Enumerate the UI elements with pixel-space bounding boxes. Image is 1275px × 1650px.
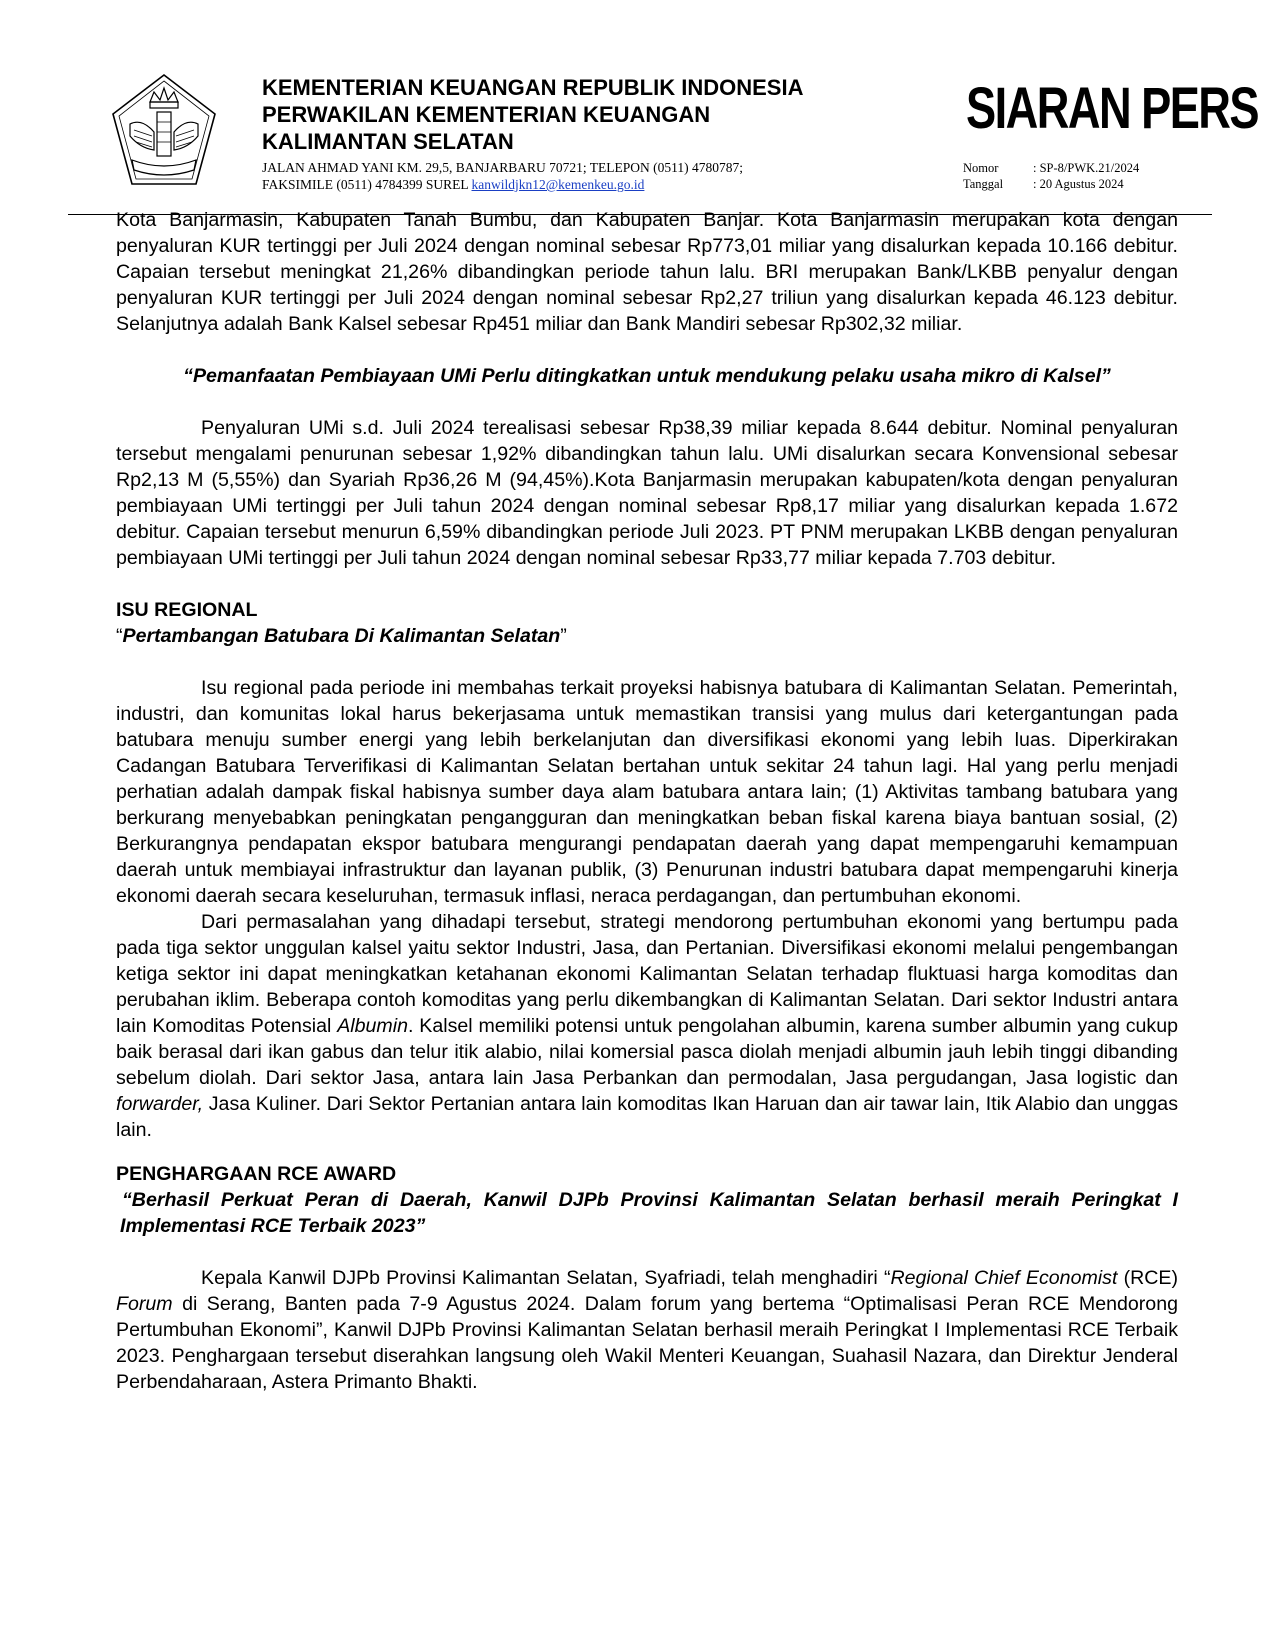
isu-regional-subtitle-text: Pertambangan Batubara Di Kalimantan Selatan xyxy=(122,625,561,647)
rce-paragraph-part-c: di Serang, Banten pada 7-9 Agustus 2024. Dalam forum yang bertema “Optimalisasi Peran RCE Mendorong Pertumbuhan Ekonomi”, Kanwil DJPb Provinsi Kalimantan Selatan berhasil meraih Peringkat I Implementasi RCE Terbaik 2023. Penghargaan tersebut diserahkan langsung oleh Wakil Menteri Keuangan, Suahasil Nazara, dan Direktur Jenderal Perbendaharaan, Astera Primanto Bhakti. xyxy=(116,1293,1178,1393)
ministry-logo xyxy=(110,72,218,192)
forum-term: Forum xyxy=(116,1293,173,1315)
rce-paragraph-part-a: Kepala Kanwil DJPb Provinsi Kalimantan Selatan, Syafriadi, telah menghadiri “ xyxy=(201,1267,891,1289)
isu-paragraph-2-part-a: Dari permasalahan yang dihadapi tersebut, strategi mendorong pertumbuhan ekonomi yang bertumpu pada pada tiga sektor unggulan kalsel yaitu sektor Industri, Jasa, dan Pertanian. Diversifikasi ekonomi melalui pengembangan ketiga sektor ini dapat meningkatkan ketahanan ekonomi Kalimantan Selatan terhadap fluktuasi harga komoditas dan perubahan iklim. Beberapa contoh komoditas yang perlu dikembangkan di Kalimantan Selatan. Dari sektor Industri antara lain Komoditas Potensial xyxy=(116,911,1178,1037)
tanggal-value: : 20 Agustus 2024 xyxy=(1033,177,1124,191)
isu-paragraph-2 xyxy=(116,909,1178,1143)
isu-regional-subtitle: “Pertambangan Batubara Di Kalimantan Selatan” xyxy=(116,625,567,647)
nomor-row xyxy=(963,160,1139,176)
rce-award-quote: “Berhasil Perkuat Peran di Daerah, Kanwil DJPb Provinsi Kalimantan Selatan berhasil meraih Peringkat I Implementasi RCE Terbaik 2023” xyxy=(120,1189,1178,1237)
organization-header xyxy=(262,74,803,155)
isu-paragraph-2-part-b: . Kalsel memiliki potensi untuk pengolahan albumin, karena sumber albumin yang cukup baik berasal dari ikan gabus dan telur itik alabio, nilai komersial pasca diolah menjadi albumin jauh lebih tinggi dibanding sebelum diolah. Dari sektor Jasa, antara lain Jasa Perbankan dan permodalan, Jasa pergudangan, Jasa logistic dan xyxy=(116,1015,1178,1089)
region-name: KALIMANTAN SELATAN xyxy=(262,129,514,154)
nomor-value: : SP-8/PWK.21/2024 xyxy=(1033,161,1140,175)
document-meta xyxy=(963,160,1139,192)
tanggal-label: Tanggal xyxy=(963,177,1004,191)
rce-term: Regional Chief Economist xyxy=(890,1267,1118,1289)
office-name: PERWAKILAN KEMENTERIAN KEUANGAN xyxy=(262,102,711,127)
ministry-name: KEMENTERIAN KEUANGAN REPUBLIK INDONESIA xyxy=(262,75,804,100)
umi-paragraph: Penyaluran UMi s.d. Juli 2024 terealisasi sebesar Rp38,39 miliar kepada 8.644 debitur. Nominal penyaluran tersebut mengalami penurunan sebesar 1,92% dibandingkan tahun lalu. UMi disalurkan secara Konvensional sebesar Rp2,13 M (5,55%) dan Syariah Rp36,26 M (94,45%).Kota Banjarmasin merupakan kabupaten/kota dengan penyaluran pembiayaan UMi tertinggi per Juli tahun 2024 dengan nominal sebesar Rp8,17 miliar yang disalurkan kepada 1.672 debitur. Capaian tersebut menurun 6,59% dibandingkan periode Juli 2023. PT PNM merupakan LKBB dengan penyaluran pembiayaan UMi tertinggi per Juli tahun 2024 dengan nominal sebesar Rp33,77 miliar kepada 7.703 debitur. xyxy=(116,417,1178,569)
rce-paragraph-part-b: (RCE) xyxy=(1117,1267,1179,1289)
nomor-label: Nomor xyxy=(963,161,999,175)
address-line-2 xyxy=(262,176,743,193)
press-release-title: SIARAN PERS xyxy=(966,76,1259,141)
isu-regional-heading: ISU REGIONAL xyxy=(116,599,258,621)
kur-paragraph: Kota Banjarmasin, Kabupaten Tanah Bumbu, dan Kabupaten Banjar. Kota Banjarmasin merupakan kota dengan penyaluran KUR tertinggi per Juli 2024 dengan nominal sebesar Rp773,01 miliar yang disalurkan kepada 10.166 debitur. Capaian tersebut meningkat 21,26% dibandingkan periode tahun lalu. BRI merupakan Bank/LKBB penyalur dengan penyaluran KUR tertinggi per Juli 2024 dengan nominal sebesar Rp2,27 triliun yang disalurkan kepada 46.123 debitur. Selanjutnya adalah Bank Kalsel sebesar Rp451 miliar dan Bank Mandiri sebesar Rp302,32 miliar. xyxy=(116,209,1178,335)
address-line-1: JALAN AHMAD YANI KM. 29,5, BANJARBARU 70721; TELEPON (0511) 4780787; xyxy=(262,160,744,175)
rce-paragraph xyxy=(116,1265,1178,1395)
isu-paragraph-2-part-c: Jasa Kuliner. Dari Sektor Pertanian antara lain komoditas Ikan Haruan dan air tawar lain, Itik Alabio dan unggas lain. xyxy=(116,1093,1178,1141)
forwarder-term: forwarder, xyxy=(116,1093,204,1115)
umi-quote: “Pemanfaatan Pembiayaan UMi Perlu ditingkatkan untuk mendukung pelaku usaha mikro di Kalsel” xyxy=(183,365,1111,387)
fax-text: FAKSIMILE (0511) 4784399 SUREL xyxy=(262,177,472,192)
document-body xyxy=(116,207,1178,1395)
rce-award-heading: PENGHARGAAN RCE AWARD xyxy=(116,1163,397,1185)
albumin-term: Albumin xyxy=(337,1015,408,1037)
tanggal-row xyxy=(963,176,1139,192)
office-address xyxy=(262,159,743,193)
isu-paragraph-1: Isu regional pada periode ini membahas terkait proyeksi habisnya batubara di Kalimantan Selatan. Pemerintah, industri, dan komunitas lokal harus bekerjasama untuk memastikan transisi yang mulus dari ketergantungan pada batubara menuju sumber energi yang lebih berkelanjutan dan diversifikasi ekonomi yang lebih luas. Diperkirakan Cadangan Batubara Terverifikasi di Kalimantan Selatan bertahan untuk sekitar 24 tahun lagi. Hal yang perlu menjadi perhatian adalah dampak fiskal habisnya sumber daya alam batubara antara lain; (1) Aktivitas tambang batubara yang berkurang menyebabkan peningkatan pengangguran dan meningkatkan beban fiskal karena biaya bantuan sosial, (2) Berkurangnya pendapatan ekspor batubara mengurangi pendapatan daerah yang dapat mempengaruhi kemampuan daerah untuk membiayai infrastruktur dan layanan publik, (3) Penurunan industri batubara dapat mempengaruhi kinerja ekonomi daerah secara keseluruhan, termasuk inflasi, neraca perdagangan, dan pertumbuhan ekonomi. xyxy=(116,677,1178,907)
email-link[interactable]: kanwildjkn12@kemenkeu.go.id xyxy=(471,177,645,192)
